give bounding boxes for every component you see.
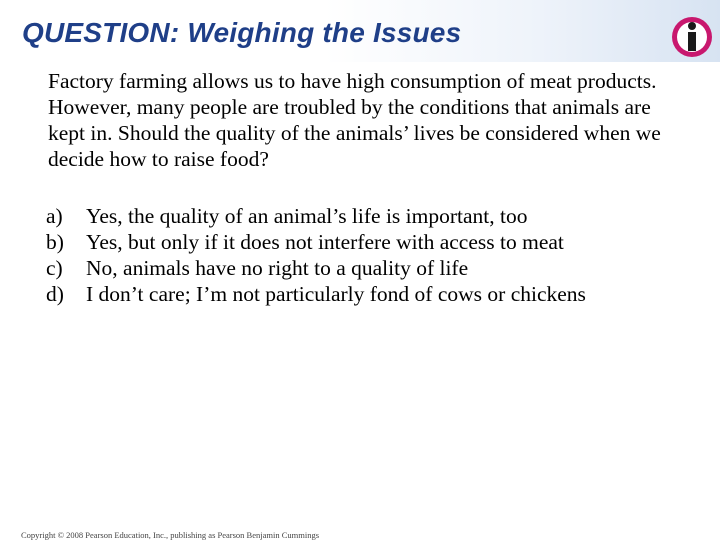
- answer-option-c: [46, 255, 696, 281]
- question-text: Factory farming allows us to have high consumption of meat products. However, many people are troubled by the conditions that animals are kept in. Should the quality of the animals’ lives be considered when we decide how to raise food?: [48, 69, 661, 171]
- info-i-icon: [670, 15, 714, 59]
- slide-title: QUESTION: Weighing the Issues: [22, 17, 462, 48]
- answer-letter: b): [46, 230, 64, 254]
- answer-letter: a): [46, 204, 63, 228]
- answer-list: [46, 203, 696, 307]
- answer-option-a: [46, 203, 696, 229]
- answer-option-d: [46, 281, 696, 307]
- answer-letter: c): [46, 256, 63, 280]
- answer-text: Yes, but only if it does not interfere with access to meat: [86, 230, 564, 254]
- answer-text: Yes, the quality of an animal’s life is important, too: [86, 204, 528, 228]
- answer-option-b: [46, 229, 696, 255]
- copyright-footer: Copyright © 2008 Pearson Education, Inc., publishing as Pearson Benjamin Cummings: [21, 530, 320, 540]
- answer-text: No, animals have no right to a quality of life: [86, 256, 469, 280]
- answer-letter: d): [46, 282, 64, 306]
- answer-text: I don’t care; I’m not particularly fond of cows or chickens: [86, 282, 586, 306]
